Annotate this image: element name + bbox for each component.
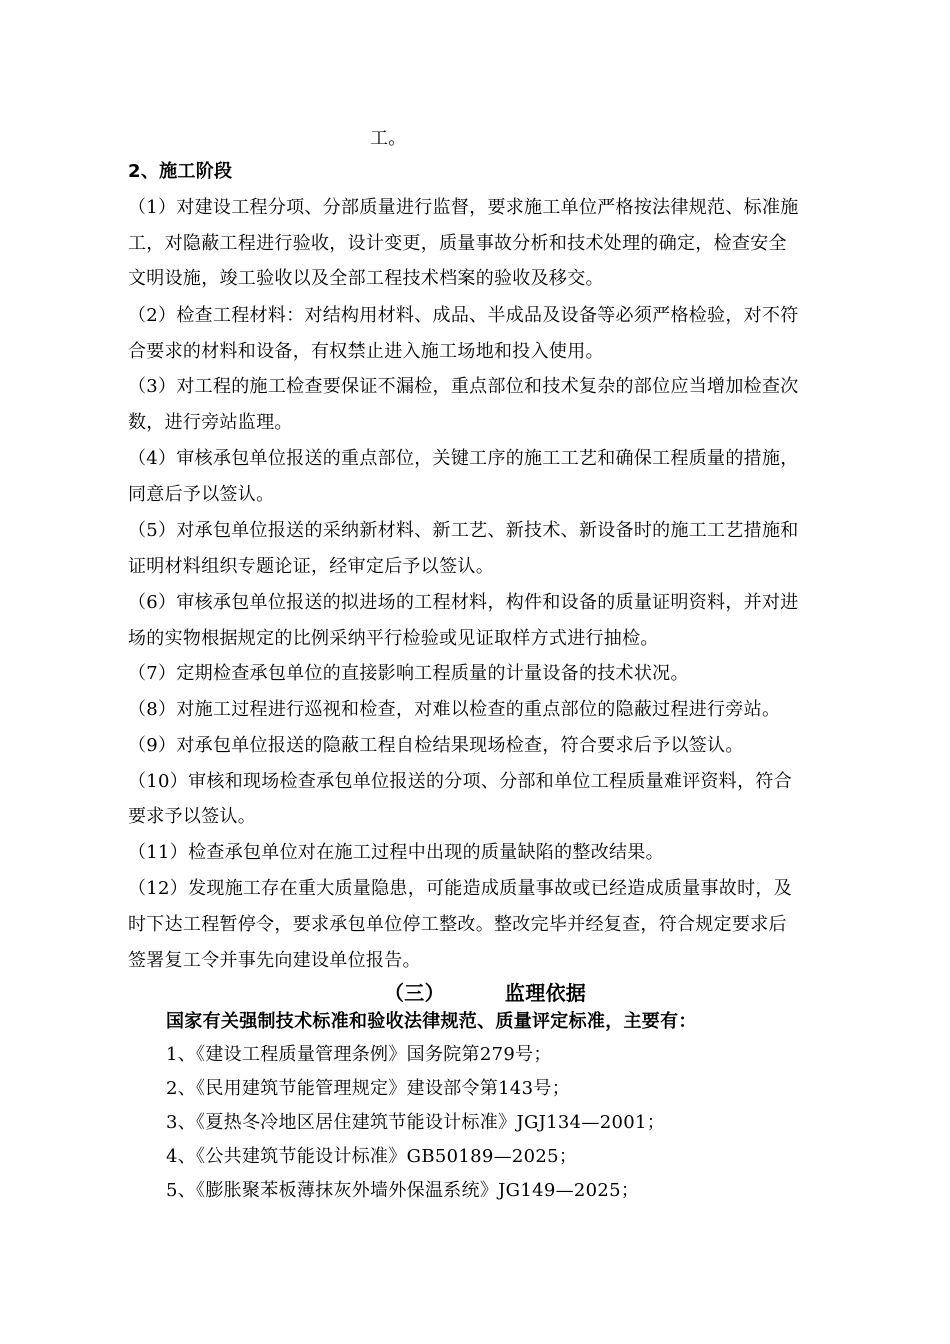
item-2-line-2: 合要求的材料和设备，有权禁止进入施工场地和投入使用。 bbox=[128, 341, 604, 362]
item-9-line-1: （9）对承包单位报送的隐蔽工程自检结果现场检查，符合要求后予以签认。 bbox=[128, 735, 744, 756]
reference-4: 4、《公共建筑节能设计标准》GB50189—2025； bbox=[166, 1146, 578, 1167]
item-2-line-1: （2）检查工程材料：对结构用材料、成品、半成品及设备等必须严格检验，对不符 bbox=[128, 305, 799, 326]
item-3-line-2: 数，进行旁站监理。 bbox=[128, 412, 293, 433]
item-11-line-1: （11）检查承包单位对在施工过程中出现的质量缺陷的整改结果。 bbox=[128, 842, 664, 863]
item-4-line-1: （4）审核承包单位报送的重点部位，关键工序的施工工艺和确保工程质量的措施， bbox=[128, 448, 799, 469]
section-3-title: 监理依据 bbox=[504, 981, 587, 1005]
section-2-title: 2、施工阶段 bbox=[128, 161, 233, 182]
reference-1: 1、《建设工程质量管理条例》国务院第279号； bbox=[166, 1044, 552, 1065]
item-10-line-2: 要求予以签认。 bbox=[128, 806, 257, 827]
item-6-line-1: （6）审核承包单位报送的拟进场的工程材料，构件和设备的质量证明资料，并对进 bbox=[128, 592, 799, 613]
item-1-line-3: 文明设施，竣工验收以及全部工程技术档案的验收及移交。 bbox=[128, 268, 604, 289]
item-1-line-1: （1）对建设工程分项、分部质量进行监督，要求施工单位严格按法律规范、标准施 bbox=[128, 197, 799, 218]
item-3-line-1: （3）对工程的施工检查要保证不漏检，重点部位和技术复杂的部位应当增加检查次 bbox=[128, 376, 799, 397]
section-3-heading bbox=[384, 982, 586, 1004]
reference-3: 3、《夏热冬冷地区居住建筑节能设计标准》JGJ134—2001； bbox=[166, 1112, 666, 1133]
item-12-line-3: 签署复工令并事先向建设单位报告。 bbox=[128, 950, 421, 971]
item-8-line-1: （8）对施工过程进行巡视和检查，对难以检查的重点部位的隐蔽过程进行旁站。 bbox=[128, 699, 781, 720]
item-12-line-1: （12）发现施工存在重大质量隐患，可能造成质量事故或已经造成质量事故时，及 bbox=[128, 878, 793, 899]
item-1-line-2: 工，对隐蔽工程进行验收，设计变更，质量事故分析和技术处理的确定，检查安全 bbox=[128, 233, 787, 254]
item-5-line-2: 证明材料组织专题论证，经审定后予以签认。 bbox=[128, 556, 494, 577]
item-6-line-2: 场的实物根据规定的比例采纳平行检验或见证取样方式进行抽检。 bbox=[128, 628, 659, 649]
item-4-line-2: 同意后予以签认。 bbox=[128, 484, 275, 505]
reference-2: 2、《民用建筑节能管理规定》建设部令第143号； bbox=[166, 1078, 571, 1099]
section-3-intro: 国家有关强制技术标准和验收法律规范、质量评定标准，主要有： bbox=[166, 1011, 697, 1032]
item-5-line-1: （5）对承包单位报送的采纳新材料、新工艺、新技术、新设备时的施工工艺措施和 bbox=[128, 520, 799, 541]
section-3-number: （三） bbox=[384, 981, 445, 1005]
item-12-line-2: 时下达工程暂停令，要求承包单位停工整改。整改完毕并经复查，符合规定要求后 bbox=[128, 914, 787, 935]
reference-5: 5、《膨胀聚苯板薄抹灰外墙外保温系统》JG149—2025； bbox=[166, 1180, 640, 1201]
item-7-line-1: （7）定期检查承包单位的直接影响工程质量的计量设备的技术状况。 bbox=[128, 663, 689, 684]
continuation-text: 工。 bbox=[370, 128, 407, 149]
item-10-line-1: （10）审核和现场检查承包单位报送的分项、分部和单位工程质量难评资料，符合 bbox=[128, 771, 793, 792]
